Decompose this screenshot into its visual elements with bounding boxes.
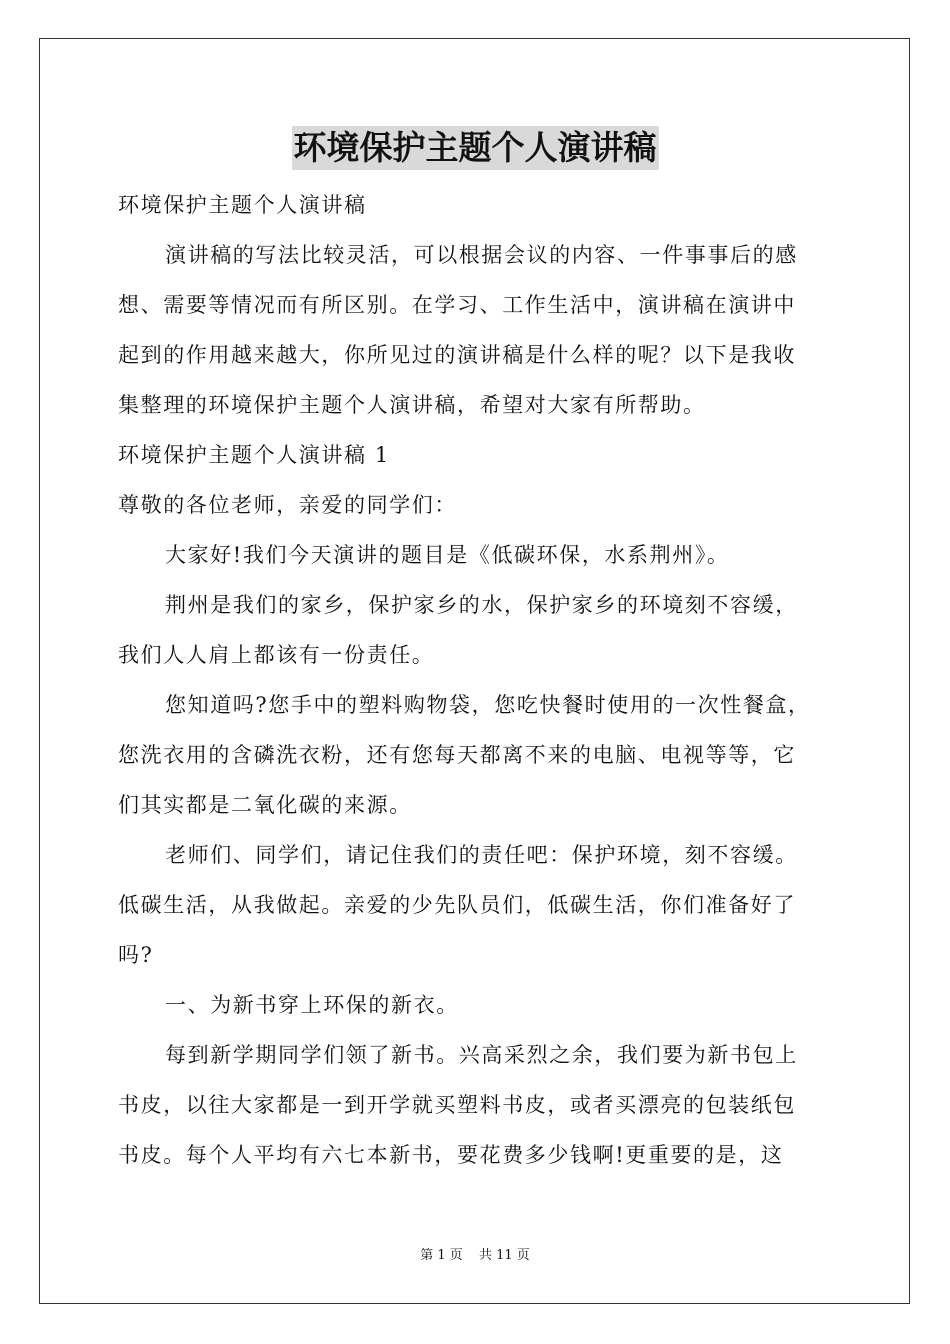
text-line: 集整理的环境保护主题个人演讲稿，希望对大家有所帮助。 — [118, 393, 706, 417]
text-line: 吗? — [118, 943, 154, 967]
page-total: 共 11 页 — [478, 1248, 530, 1263]
document-body — [118, 180, 834, 1180]
text-line: 大家好!我们今天演讲的题目是《低碳环保，水系荆州》。 — [165, 543, 730, 567]
page-number: 第 1 页 — [420, 1248, 463, 1263]
text-line: 您洗衣用的含磷洗衣粉，还有您每天都离不来的电脑、电视等等，它 — [118, 743, 796, 767]
text-line: 演讲稿的写法比较灵活，可以根据会议的内容、一件事事后的感 — [165, 243, 798, 267]
text-line: 环境保护主题个人演讲稿 1 — [118, 443, 390, 467]
text-line: 低碳生活，从我做起。亲爱的少先队员们，低碳生活，你们准备好了 — [118, 893, 796, 917]
text-line: 起到的作用越来越大，你所见过的演讲稿是什么样的呢？以下是我收 — [118, 343, 796, 367]
text-line: 想、需要等情况而有所区别。在学习、工作生活中，演讲稿在演讲中 — [118, 293, 796, 317]
text-line: 尊敬的各位老师，亲爱的同学们： — [118, 493, 457, 517]
text-line: 们其实都是二氧化碳的来源。 — [118, 793, 412, 817]
title-container — [0, 126, 950, 170]
text-line: 环境保护主题个人演讲稿 — [118, 193, 367, 217]
text-line: 一、为新书穿上环保的新衣。 — [165, 993, 459, 1017]
text-line: 书皮，以往大家都是一到开学就买塑料书皮，或者买漂亮的包装纸包 — [118, 1093, 796, 1117]
text-line: 每到新学期同学们领了新书。兴高采烈之余，我们要为新书包上 — [165, 1043, 798, 1067]
text-line: 书皮。每个人平均有六七本新书，要花费多少钱啊!更重要的是，这 — [118, 1143, 784, 1167]
text-line: 您知道吗?您手中的塑料购物袋，您吃快餐时使用的一次性餐盒， — [165, 693, 811, 717]
page-footer — [0, 1247, 950, 1265]
text-line: 老师们、同学们，请记住我们的责任吧：保护环境，刻不容缓。 — [165, 843, 798, 867]
document-title: 环境保护主题个人演讲稿 — [292, 126, 659, 170]
text-line: 荆州是我们的家乡，保护家乡的水，保护家乡的环境刻不容缓， — [165, 593, 798, 617]
text-line: 我们人人肩上都该有一份责任。 — [118, 643, 435, 667]
